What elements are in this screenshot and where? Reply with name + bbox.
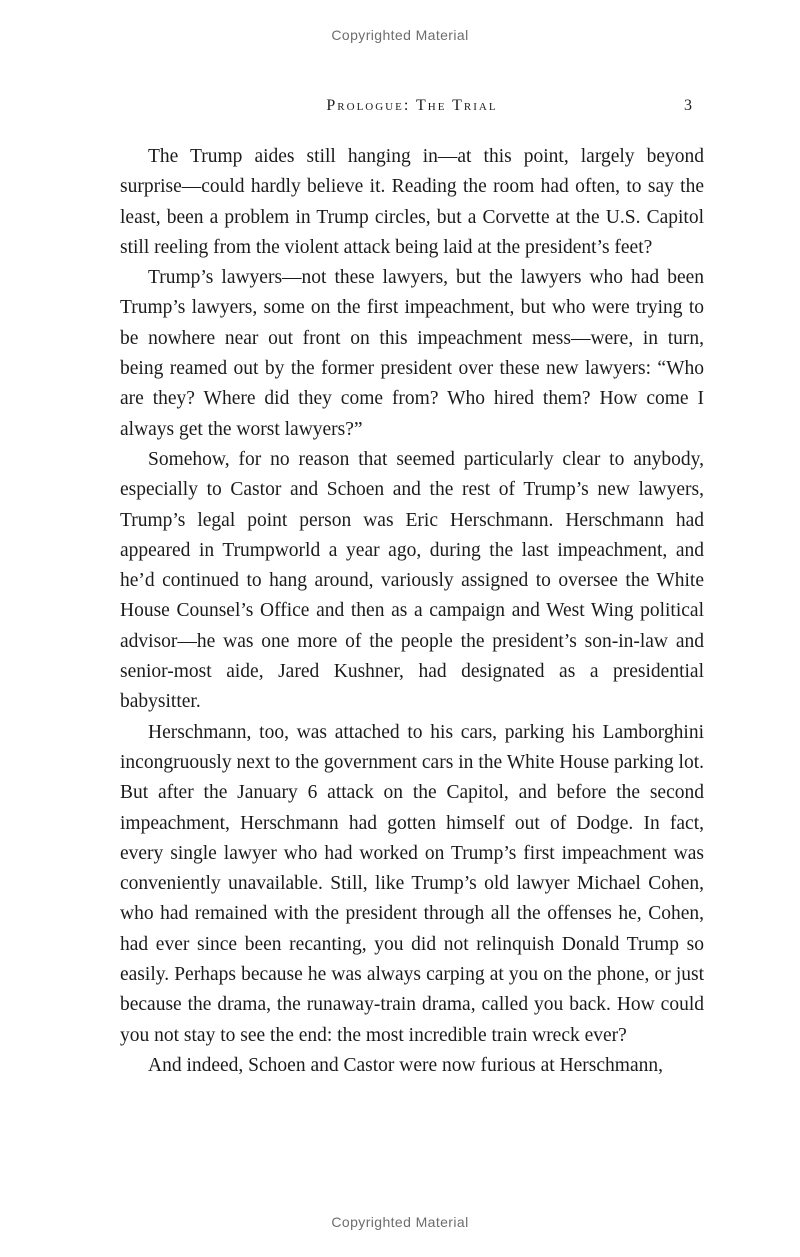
copyright-notice-bottom: Copyrighted Material — [331, 1214, 469, 1230]
paragraph-2: Trump’s lawyers—not these lawyers, but the lawyers who had been Trump’s lawyers, some on the first impeachment, but who were trying to be nowhere near out front on this impeachment mess—were, in turn, being reamed out by the former president over these new lawyers: “Who are they? Where did they come from? Who hired them? How come I always get the worst lawyers?” — [120, 267, 704, 440]
running-head-title: Prologue: The Trial — [326, 97, 498, 114]
paragraph-4: Herschmann, too, was attached to his cars, parking his Lamborghini incongruously next to the government cars in the White House parking lot. But after the January 6 attack on the Capitol, and before the second impeachment, Herschmann had gotten himself out of Dodge. In fact, every single lawyer who had worked on Trump’s first impeachment was conveniently unavailable. Still, like Trump’s old lawyer Michael Cohen, who had remained with the president through all the offenses he, Cohen, had ever since been recanting, you did not relinquish Donald Trump so easily. Perhaps because he was always carping at you on the phone, or just because the drama, the runaway-train drama, called you back. How could you not stay to see the end: the most incredible train wreck ever? — [120, 721, 704, 1046]
copyright-notice-top: Copyrighted Material — [331, 27, 469, 43]
paragraph-1: The Trump aides still hanging in—at this point, largely beyond surprise—could hardly believe it. Reading the room had often, to say the least, been a problem in Trump circles, but a Corvette at the U.S. Capitol still reeling from the violent attack being laid at the president’s feet? — [120, 146, 704, 258]
paragraph-3: Somehow, for no reason that seemed particularly clear to anybody, especially to Castor and Schoen and the rest of Trump’s new lawyers, Trump’s legal point person was Eric Herschmann. Herschmann had appeared in Trumpworld a year ago, during the last impeachment, and he’d continued to hang around, variously assigned to oversee the White House Counsel’s Office and then as a campaign and West Wing political advisor—he was one more of the people the president’s son-in-law and senior-most aide, Jared Kushner, had designated as a presidential babysitter. — [120, 448, 704, 713]
paragraph-5: And indeed, Schoen and Castor were now furious at Herschmann, — [148, 1054, 663, 1076]
running-head — [120, 97, 704, 119]
page-number: 3 — [684, 97, 692, 114]
body-text — [120, 142, 704, 1081]
